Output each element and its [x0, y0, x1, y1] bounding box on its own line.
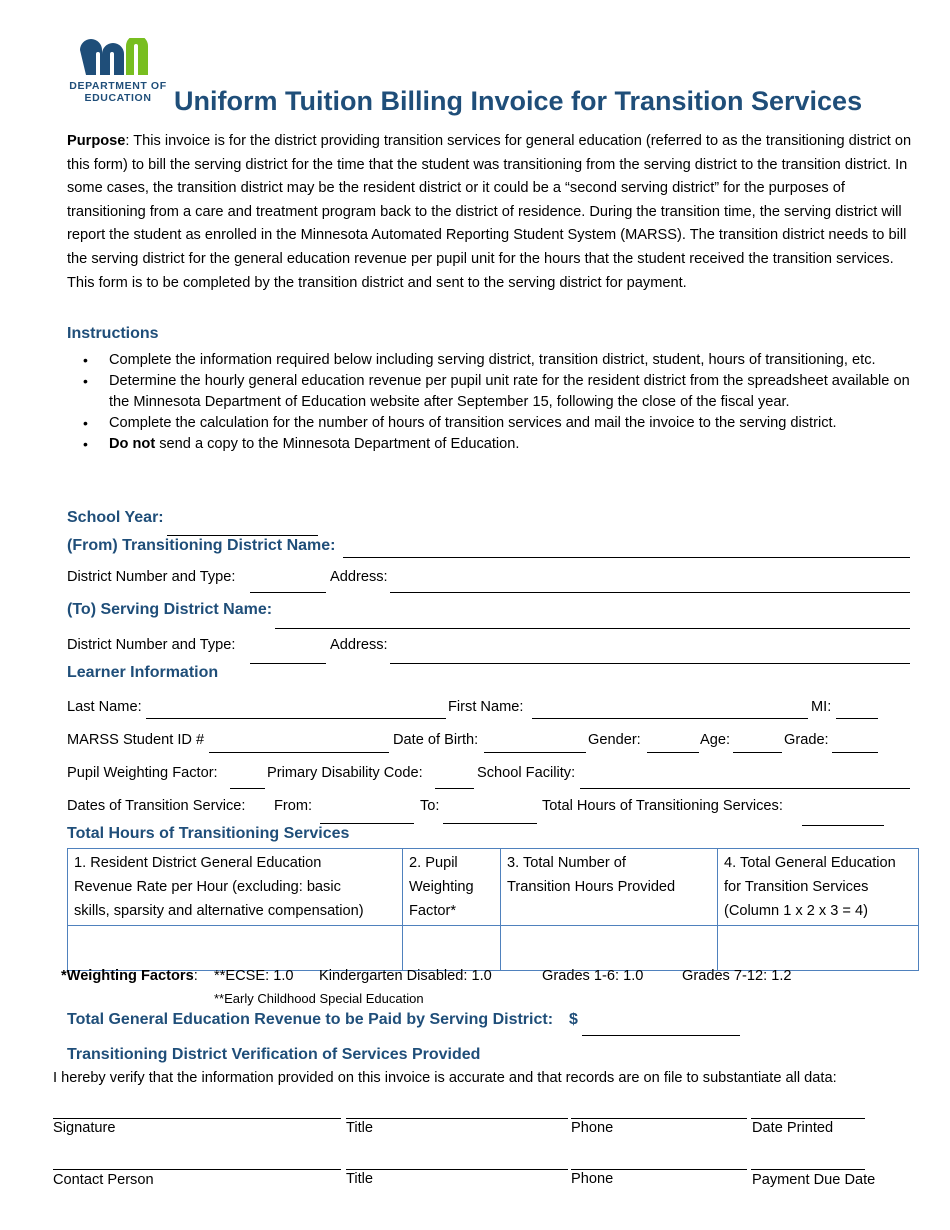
weighting-input-cell[interactable] [403, 926, 501, 971]
primary-disability-label: Primary Disability Code: [267, 765, 423, 781]
instruction-item: • Complete the information required below including serving district, transition district, student, hours of transitioning, etc. [67, 350, 917, 371]
logo-text: DEPARTMENT OF EDUCATION [69, 80, 167, 104]
col2-header [403, 849, 501, 926]
col3-header-line: Transition Hours Provided [507, 879, 676, 895]
payment-due-date-field[interactable] [751, 1169, 865, 1170]
to-district-number-label: District Number and Type: [67, 637, 236, 653]
school-facility-label: School Facility: [477, 765, 576, 781]
from-district-field[interactable] [343, 557, 910, 558]
title-field[interactable] [346, 1118, 568, 1119]
col2-header-line: 2. Pupil [409, 855, 458, 871]
signature-field[interactable] [53, 1118, 341, 1119]
contact-person-label: Contact Person [53, 1172, 154, 1188]
contact-title-field[interactable] [346, 1169, 568, 1170]
to-date-label: To: [420, 798, 440, 814]
phone-field[interactable] [571, 1118, 747, 1119]
from-district-number-field[interactable] [250, 592, 326, 593]
from-date-field[interactable] [320, 823, 414, 824]
payment-due-date-label: Payment Due Date [752, 1172, 876, 1188]
totals-table [67, 848, 919, 971]
contact-phone-label: Phone [571, 1171, 614, 1187]
to-district-label: (To) Serving District Name: [67, 601, 273, 618]
gender-label: Gender: [588, 732, 641, 748]
total-input-cell[interactable] [718, 926, 919, 971]
last-name-field[interactable] [146, 718, 446, 719]
dob-label: Date of Birth: [393, 732, 479, 748]
col1-header-line: skills, sparsity and alternative compensation) [74, 903, 364, 919]
to-district-field[interactable] [275, 628, 910, 629]
col4-header-line: (Column 1 x 2 x 3 = 4) [724, 903, 868, 919]
mi-field[interactable] [836, 718, 878, 719]
col3-header [501, 849, 718, 926]
grade-label: Grade: [784, 732, 829, 748]
date-printed-label: Date Printed [752, 1120, 834, 1136]
verification-heading: Transitioning District Verification of Services Provided [67, 1046, 481, 1063]
from-district-label: (From) Transitioning District Name: [67, 537, 336, 554]
total-revenue-label: Total General Education Revenue to be Paid by Serving District: [67, 1011, 554, 1028]
title-label: Title [346, 1120, 374, 1136]
col4-header-line: 4. Total General Education [724, 855, 896, 871]
contact-person-field[interactable] [53, 1169, 341, 1170]
mi-label: MI: [811, 699, 832, 715]
first-name-label: First Name: [448, 699, 524, 715]
pupil-weighting-field[interactable] [230, 788, 265, 789]
marss-id-label: MARSS Student ID # [67, 732, 205, 748]
page-title: Uniform Tuition Billing Invoice for Transition Services [174, 86, 863, 116]
rate-input-cell[interactable] [68, 926, 403, 971]
col2-header-line: Factor* [409, 903, 457, 919]
from-district-number-label: District Number and Type: [67, 569, 236, 585]
table-row [68, 926, 919, 971]
date-printed-field[interactable] [751, 1118, 865, 1119]
instructions-heading: Instructions [67, 325, 159, 342]
instruction-item: • Complete the calculation for the number of hours of transition services and mail the invoice to the serving district. [67, 413, 917, 434]
phone-label: Phone [571, 1120, 614, 1136]
col1-header-line: 1. Resident District General Education [74, 855, 322, 871]
to-district-number-field[interactable] [250, 663, 326, 664]
contact-phone-field[interactable] [571, 1169, 747, 1170]
purpose-label: Purpose [67, 133, 126, 149]
total-revenue-field[interactable] [582, 1035, 740, 1036]
purpose-text: : This invoice is for the district providing transition services for general education (referred to as the transitioning district on this form) to bill the serving district for the time that the student was transitioning from the serving district to the transition district. In some cases, the transition district may be the resident district or it could be a “second serving district” for the purposes of transitioning from a care and treatment program back to the district of residence. During the transition time, the serving district will report the student as enrolled in the Minnesota Automated Reporting Student System (MARSS). The transition district needs to bill the serving district for the general education revenue per pupil unit for the hours that the student received the transition services. This form is to be completed by the transition district and sent to the serving district for payment. [67, 133, 912, 291]
last-name-label: Last Name: [67, 699, 142, 715]
dob-field[interactable] [484, 752, 586, 753]
pupil-weighting-label: Pupil Weighting Factor: [67, 765, 218, 781]
to-address-label: Address: [330, 637, 388, 653]
currency-symbol: $ [569, 1011, 578, 1028]
col2-header-line: Weighting [409, 879, 474, 895]
instruction-item [67, 434, 917, 455]
to-address-field[interactable] [390, 663, 910, 664]
verification-statement: I hereby verify that the information provided on this invoice is accurate and that records are on file to substantiate all data: [53, 1070, 837, 1086]
weighting-factors-label [61, 968, 198, 984]
school-year-label: School Year: [67, 509, 164, 526]
age-field[interactable] [733, 752, 782, 753]
school-facility-field[interactable] [580, 788, 910, 789]
from-address-field[interactable] [390, 592, 910, 593]
age-label: Age: [700, 732, 731, 748]
from-date-label: From: [274, 798, 313, 814]
weighting-grades-7-12: Grades 7-12: 1.2 [682, 968, 792, 984]
totals-heading: Total Hours of Transitioning Services [67, 825, 350, 842]
from-address-label: Address: [330, 569, 388, 585]
purpose-paragraph [67, 130, 917, 295]
contact-title-label: Title [346, 1171, 374, 1187]
learner-info-heading: Learner Information [67, 664, 219, 681]
weighting-kindergarten: Kindergarten Disabled: 1.0 [319, 968, 492, 984]
total-hours-field[interactable] [802, 825, 884, 826]
total-hours-label: Total Hours of Transitioning Services: [542, 798, 783, 814]
gender-field[interactable] [647, 752, 699, 753]
weighting-ecse: **ECSE: 1.0 [214, 968, 294, 984]
col4-header [718, 849, 919, 926]
marss-id-field[interactable] [209, 752, 389, 753]
table-header-row [68, 849, 919, 926]
grade-field[interactable] [832, 752, 878, 753]
col4-header-line: for Transition Services [724, 879, 869, 895]
weighting-factors-title: *Weighting Factors [61, 968, 194, 984]
col3-header-line: 3. Total Number of [507, 855, 626, 871]
col1-header [68, 849, 403, 926]
signature-label: Signature [53, 1120, 116, 1136]
do-not-text: send a copy to the Minnesota Department of Education. [155, 436, 520, 452]
ecse-footnote: **Early Childhood Special Education [214, 991, 424, 1006]
primary-disability-field[interactable] [435, 788, 474, 789]
col1-header-line: Revenue Rate per Hour (excluding: basic [74, 879, 341, 895]
instructions-list [67, 350, 917, 455]
instruction-item: • Determine the hourly general education revenue per pupil unit rate for the resident district from the spreadsheet available on the Minnesota Department of Education website after September 15, following the close of the fiscal year. [67, 371, 917, 413]
weighting-grades-1-6: Grades 1-6: 1.0 [542, 968, 644, 984]
dates-service-label: Dates of Transition Service: [67, 798, 246, 814]
hours-input-cell[interactable] [501, 926, 718, 971]
school-year-field[interactable] [167, 535, 318, 536]
first-name-field[interactable] [532, 718, 808, 719]
to-date-field[interactable] [443, 823, 537, 824]
do-not-label: Do not [109, 436, 156, 452]
weighting-colon: : [193, 968, 198, 984]
